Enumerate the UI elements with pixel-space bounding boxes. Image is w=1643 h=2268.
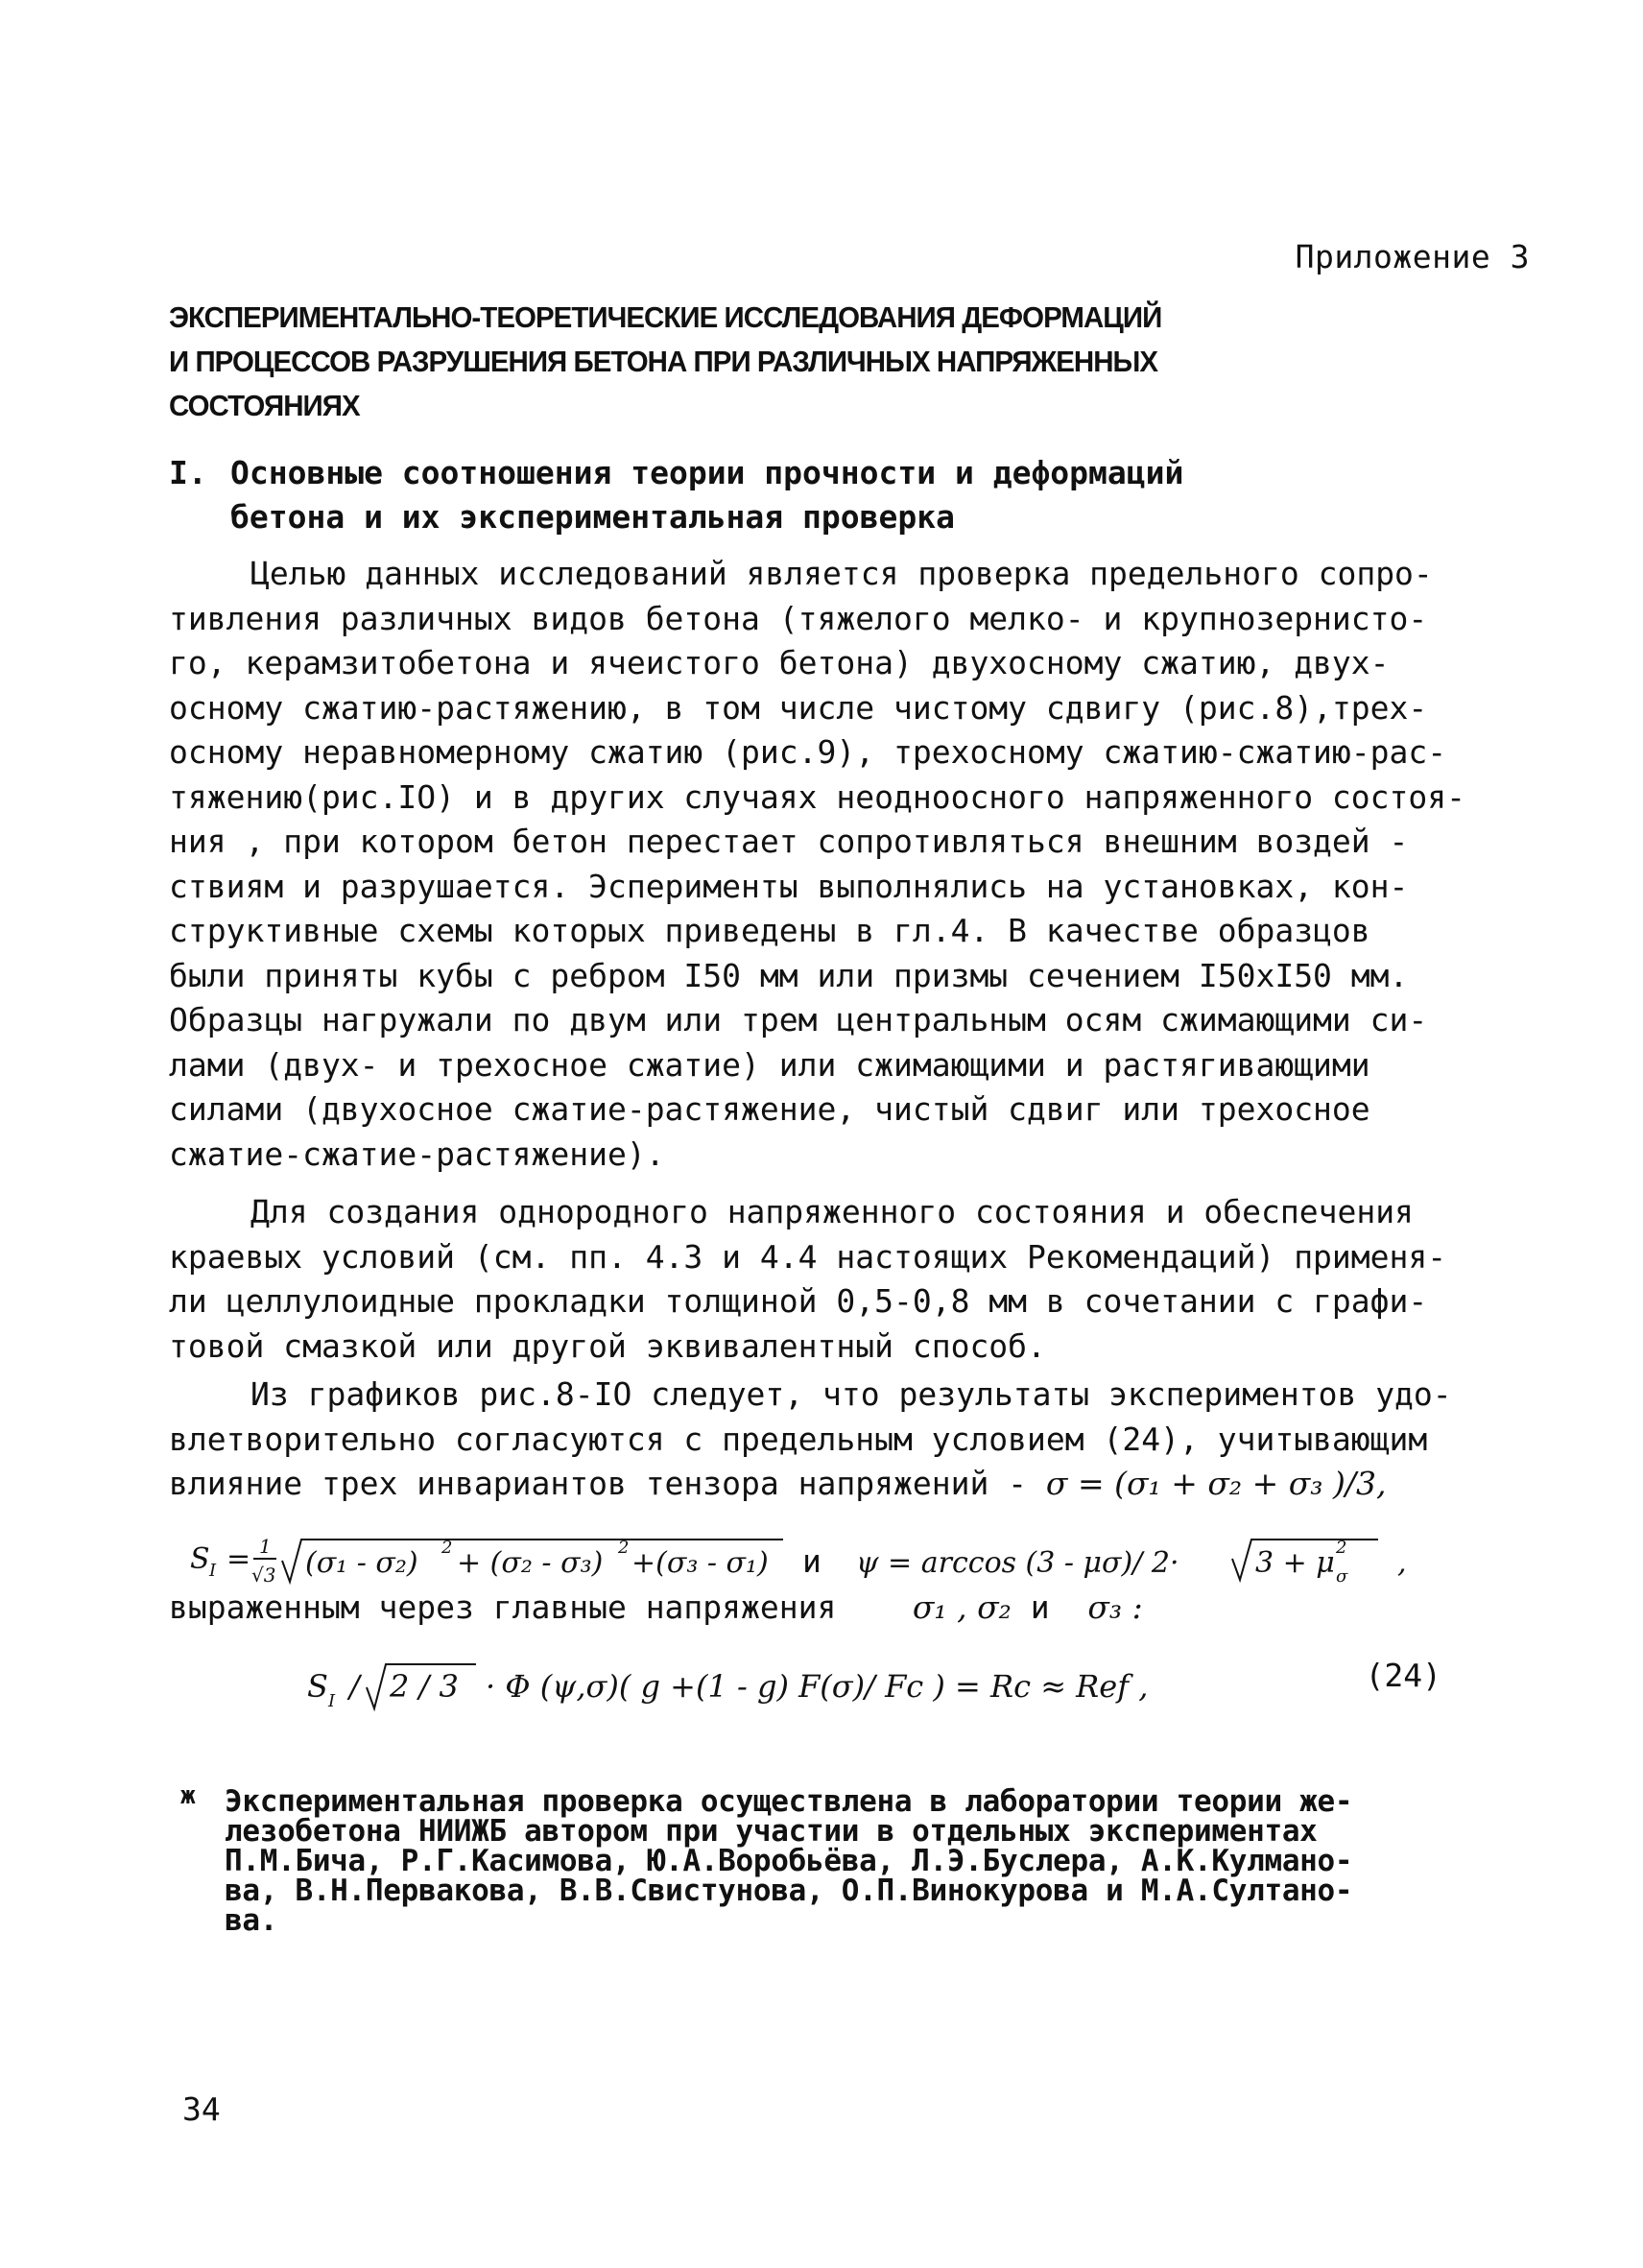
page-number: 34 — [182, 2090, 221, 2128]
svg-text:+ (σ₂ - σ₃): + (σ₂ - σ₃) — [457, 1546, 604, 1580]
invariant-formula-graphic — [169, 1526, 1474, 1593]
text-line: структивные схемы которых приведены в гл.4. В качестве образцов — [169, 912, 1370, 949]
text-line: ния , при котором бетон перестает сопротивляться внешним воздей - — [169, 823, 1409, 860]
svg-text:2: 2 — [618, 1538, 630, 1558]
text-line: Из графиков рис.8-IO следует, что результаты экспериментов удо- — [250, 1375, 1452, 1413]
svg-text:=: = — [226, 1542, 251, 1576]
title-line: ЭКСПЕРИМЕНТАЛЬНО-ТЕОРЕТИЧЕСКИЕ ИССЛЕДОВАНИЯ ДЕФОРМАЦИЙ — [169, 300, 1162, 334]
svg-text:I: I — [209, 1561, 217, 1581]
principal-stress-symbols: σ₁ , σ₂ — [912, 1588, 1012, 1626]
paragraph-2 — [169, 1190, 1474, 1369]
document-title — [169, 296, 1372, 428]
formula-and-word: и — [802, 1542, 822, 1580]
text-line: тяжению(рис.IO) и в других случаях неодноосного напряженного состоя- — [169, 777, 1466, 816]
footnote-line: ва. — [225, 1903, 278, 1938]
principal-stress-symbol: σ₃ : — [1087, 1588, 1143, 1626]
svg-text:1: 1 — [259, 1535, 272, 1558]
text-line: были приняты кубы с ребром I50 мм или призмы сечением I50xI50 мм. — [169, 956, 1409, 994]
text-line: товой смазкой или другой эквивалентный способ. — [169, 1326, 1046, 1365]
text-line: осному неравномерному сжатию (рис.9), трехосному сжатию-сжатию-рас- — [169, 733, 1447, 771]
appendix-label: Приложение 3 — [1295, 238, 1530, 275]
footnote — [169, 1781, 1474, 1938]
text-line: ли целлулоидные прокладки толщиной 0,5-0,8 мм в сочетании с графи- — [169, 1282, 1428, 1320]
text-line: осному сжатию-растяжению, в том числе чистому сдвигу (рис.8),трех- — [169, 688, 1428, 727]
title-line: И ПРОЦЕССОВ РАЗРУШЕНИЯ БЕТОНА ПРИ РАЗЛИЧНЫХ НАПРЯЖЕННЫХ — [169, 345, 1158, 378]
svg-text:,: , — [1397, 1546, 1407, 1580]
text-line: тивления различных видов бетона (тяжелого мелко- и крупнозернисто- — [169, 599, 1428, 637]
title-line: СОСТОЯНИЯХ — [169, 389, 360, 422]
paragraph-3 — [169, 1373, 1474, 1507]
text-line: ствиям и разрушается. Эсперименты выполнялись на установках, кон- — [169, 867, 1409, 905]
svg-text:σ: σ — [1336, 1566, 1348, 1587]
section-title-line: бетона и их экспериментальная проверка — [230, 498, 955, 536]
section-number: I. — [169, 454, 207, 491]
footnote-line: Экспериментальная проверка осуществлена в лаборатории теории же- — [225, 1784, 1353, 1819]
footnote-line: ва, В.Н.Первакова, В.В.Свистунова, О.П.Винокурова и М.А.Султано- — [225, 1874, 1353, 1908]
footnote-line: лезобетона НИИЖБ автором при участии в отдельных экспериментах — [225, 1814, 1318, 1849]
invariant-formulas — [169, 1526, 1474, 1587]
text-line: влетворительно согласуются с предельным условием (24), учитывающим — [169, 1420, 1428, 1458]
svg-text:· Φ (ψ,σ)( g +(1 - g) F(σ)/ Fc: · Φ (ψ,σ)( g +(1 - g) F(σ)/ Fc ) = Rc ≈ Ref , — [486, 1668, 1149, 1705]
text-line: краевых условий (см. пп. 4.3 и 4.4 настоящих Рекомендаций) применя- — [169, 1237, 1447, 1276]
svg-text:+(σ₃ - σ₁): +(σ₃ - σ₁) — [631, 1546, 769, 1580]
svg-text:3 + μ: 3 + μ — [1255, 1546, 1335, 1580]
svg-text:2: 2 — [441, 1538, 453, 1558]
svg-text:/: / — [349, 1668, 360, 1705]
section-title-line: Основные соотношения теории прочности и деформаций — [230, 454, 1184, 491]
text-line: сжатие-сжатие-растяжение). — [169, 1134, 665, 1173]
section-heading — [169, 451, 1436, 539]
svg-text:√3: √3 — [251, 1564, 276, 1587]
equation-number: (24) — [1365, 1657, 1441, 1694]
limit-condition-equation — [307, 1653, 1459, 1710]
principal-stress-line: выраженным через главные напряжения σ₁ , σ₂ и σ₃ : — [169, 1588, 1143, 1626]
text-line: Для создания однородного напряженного состояния и обеспечения — [250, 1193, 1414, 1230]
equation-graphic — [307, 1653, 1267, 1720]
svg-text:S: S — [190, 1542, 210, 1576]
text-line: влияние трех инвариантов тензора напряжений - σ = (σ₁ + σ₂ + σ₃ )/3, — [169, 1465, 1387, 1502]
svg-text:S: S — [307, 1668, 328, 1705]
text-line: Образцы нагружали по двум или трем центральным осям сжимающими си- — [169, 1001, 1428, 1039]
svg-text:2: 2 — [1336, 1538, 1347, 1558]
text-line: го, керамзитобетона и ячеистого бетона) двухосному сжатию, двух- — [169, 644, 1390, 681]
paragraph-1 — [169, 552, 1474, 1177]
svg-text:I: I — [328, 1691, 336, 1711]
mean-stress-expression: σ = (σ₁ + σ₂ + σ₃ )/3, — [1045, 1465, 1387, 1502]
footnote-line: П.М.Бича, Р.Г.Касимова, Ю.А.Воробьёва, Л.Э.Буслера, А.К.Кулмано- — [225, 1844, 1353, 1878]
text-line: силами (двухосное сжатие-растяжение, чистый сдвиг или трехосное — [169, 1090, 1370, 1128]
svg-text:(σ₁ - σ₂): (σ₁ - σ₂) — [305, 1546, 418, 1580]
svg-text:ψ = arccos (3 - μσ)/ 2·: ψ = arccos (3 - μσ)/ 2· — [856, 1546, 1179, 1580]
footnote-marker: ж — [180, 1781, 196, 1810]
text-line: Целью данных исследований является проверка предельного сопро- — [250, 555, 1433, 592]
text-line: лами (двух- и трехосное сжатие) или сжимающими и растягивающими — [169, 1045, 1370, 1084]
svg-text:2 / 3: 2 / 3 — [390, 1668, 459, 1705]
